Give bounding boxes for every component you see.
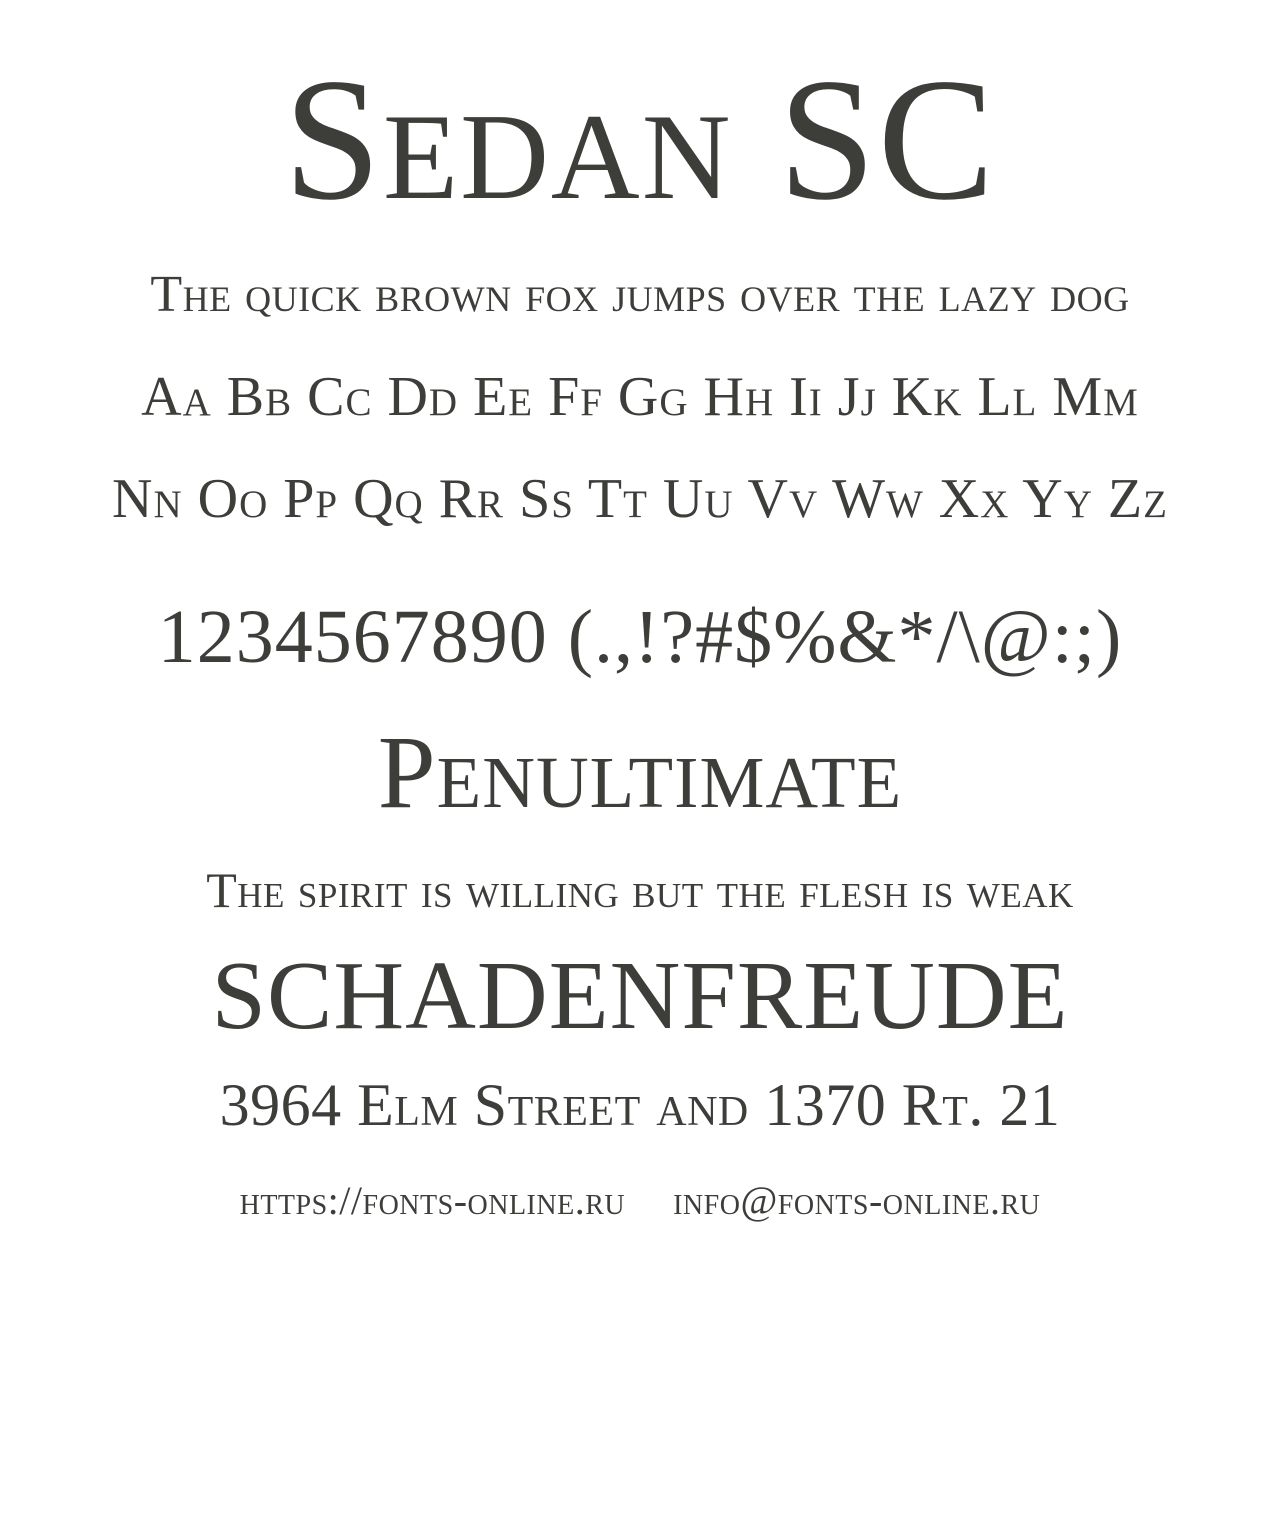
footer [60, 1177, 1220, 1224]
pangram-line: The quick brown fox jumps over the lazy dog [150, 266, 1130, 323]
alphabet-line-1: Aa Bb Cc Dd Ee Ff Gg Hh Ii Jj Kk Ll Mm [141, 366, 1139, 428]
sample-address-line: 3964 Elm Street and 1370 Rt. 21 [219, 1072, 1061, 1138]
sample-word-penultimate: Penultimate [377, 715, 903, 830]
contact-email: info@fonts-online.ru [673, 1178, 1041, 1223]
site-url-link[interactable]: https://fonts-online.ru [239, 1178, 626, 1223]
sample-sentence: The spirit is willing but the flesh is weak [206, 862, 1074, 918]
alphabet-line-2: Nn Oo Pp Qq Rr Ss Tt Uu Vv Ww Xx Yy Zz [112, 468, 1168, 530]
digits-and-punctuation-line: 1234567890 (.,!?#$%&*/\@:;) [157, 595, 1123, 679]
font-title: Sedan SC [283, 42, 997, 236]
sample-word-schadenfreude: SCHADENFREUDE [211, 942, 1069, 1050]
